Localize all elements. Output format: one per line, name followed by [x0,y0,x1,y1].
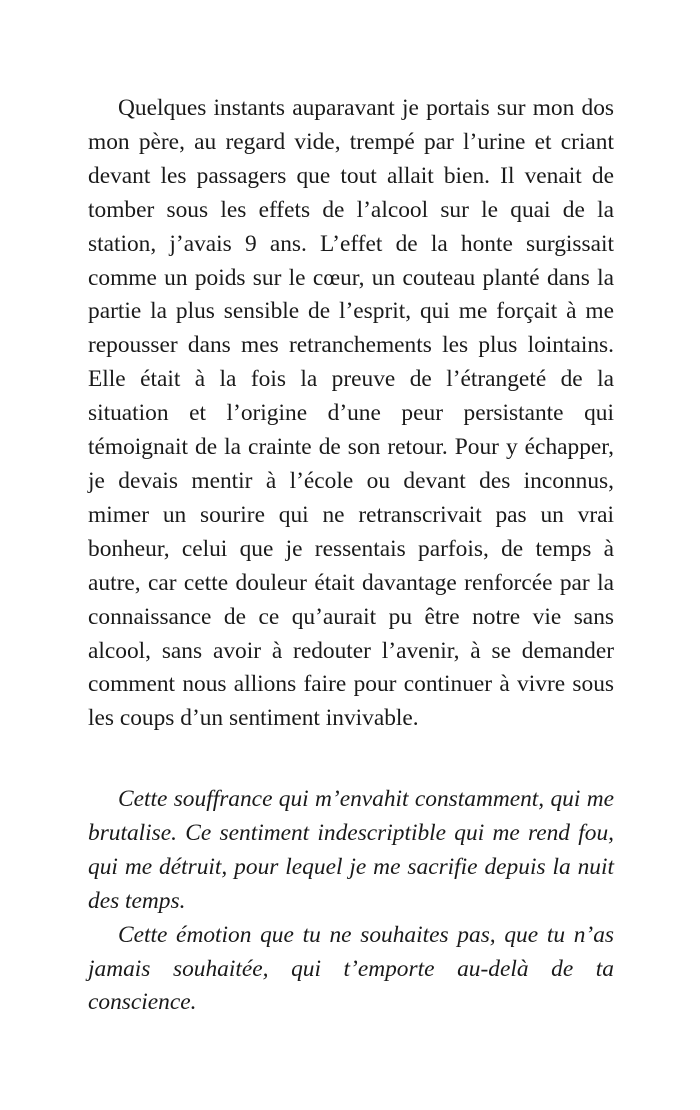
paragraph: Quelques instants auparavant je portais sur mon dos mon père, au regard vide, trempé par l’urine et criant devant les passagers que tout allait bien. Il venait de tomber sous les effets de l’alcool sur le quai de la station, j’avais 9 ans. L’effet de la honte surgissait comme un poids sur le cœur, un couteau planté dans la partie la plus sensible de l’esprit, qui me forçait à me repousser dans mes retranchements les plus lointains. Elle était à la fois la preuve de l’étrangeté de la situation et l’origine d’une peur persistante qui témoignait de la crainte de son retour. Pour y échapper, je devais mentir à l’école ou devant des inconnus, mimer un sourire qui ne retranscrivait pas un vrai bonheur, celui que je ressentais parfois, de temps à autre, car cette douleur était davantage renforcée par la connaissance de ce qu’aurait pu être notre vie sans alcool, sans avoir à redouter l’avenir, à se demander comment nous allions faire pour continuer à vivre sous les coups d’un sentiment invivable. [88,95,614,732]
body-text [88,92,614,736]
italic-passage [88,783,614,1020]
italic-paragraph: Cette émotion que tu ne souhaites pas, que tu n’as jamais souhaitée, qui t’emporte au-delà de ta conscience. [88,921,614,1016]
italic-paragraph: Cette souffrance qui m’envahit constamment, qui me brutalise. Ce sentiment indescriptible qui me rend fou, qui me détruit, pour lequel je me sacrifie depuis la nuit des temps. [88,786,614,914]
